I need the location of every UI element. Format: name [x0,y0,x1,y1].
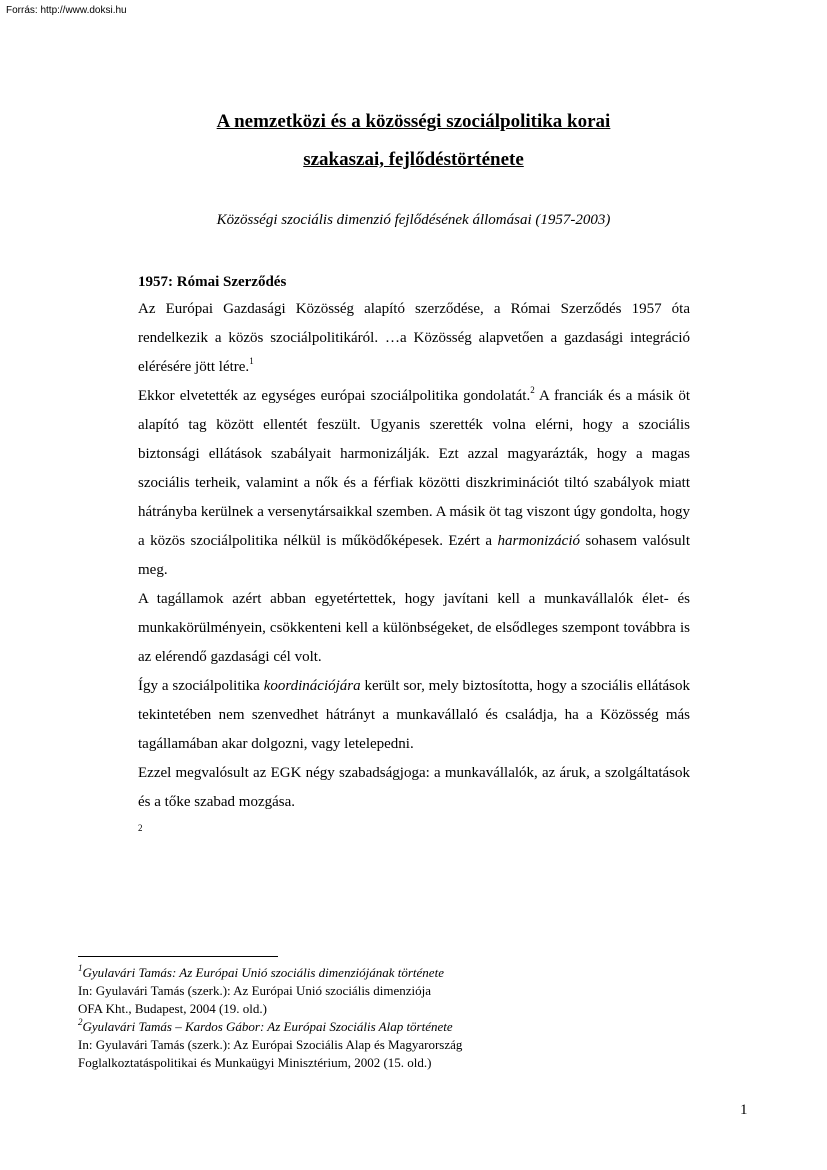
footnote-ref-2: 2 [530,385,535,395]
footnote-2 [78,1018,678,1072]
footnotes [78,964,678,1072]
page-number: 1 [740,1102,748,1118]
footnote-1 [78,964,678,1018]
subtitle: Közösségi szociális dimenzió fejlődésének állomásai (1957-2003) [216,212,611,228]
footnote-1-line-3: OFA Kht., Budapest, 2004 (19. old.) [78,1001,267,1016]
paragraph-2 [138,382,690,585]
title-line-1: A nemzetközi és a közösségi szociálpolitika korai [216,111,611,132]
footnote-1-number: 1 [78,963,83,973]
footnote-1-line-2: In: Gyulavári Tamás (szerk.): Az Európai Unió szociális dimenziója [78,983,431,998]
footnote-2-line-3: Foglalkoztatáspolitikai és Munkaügyi Minisztérium, 2002 (15. old.) [78,1055,432,1070]
paragraph-4 [138,672,690,759]
paragraph-4-text-a: Így a szociálpolitika [138,678,264,694]
paragraph-1 [138,295,690,382]
paragraph-3: A tagállamok azért abban egyetértettek, hogy javítani kell a munkavállalók élet- és munkakörülményein, csökkenteni kell a különbségeket, de elsődleges szempont továbbra is az elérendő gazdasági cél volt. [138,591,690,665]
paragraph-2-emphasis: harmonizáció [497,533,580,549]
footnote-1-title: Gyulavári Tamás: Az Európai Unió szociális dimenziójának története [82,965,444,980]
main-text [138,270,690,835]
footnote-2-number: 2 [78,1017,83,1027]
paragraph-5: Ezzel megvalósult az EGK négy szabadságjoga: a munkavállalók, az áruk, a szolgáltatások és a tőke szabad mozgása. [138,765,690,810]
footnote-2-title: Gyulavári Tamás – Kardos Gábor: Az Európai Szociális Alap története [82,1019,453,1034]
paragraph-2-text-b: A franciák és a másik öt alapító tag között ellentét feszült. Ugyanis szerették volna elérni, hogy a szociális biztonsági ellátások szabályait harmonizálják. Ezt azzal magyarázták, hogy a magas szociális terheik, valamint a nők és a férfiak közötti diszkriminációt tiltó szabályok miatt hátrányba kerülnek a versenytársaikkal szemben. A másik öt tag viszont úgy gondolta, hogy a közös szociálpolitika nélkül is működőképesek. Ezért a [138,388,690,549]
source-url: Forrás: http://www.doksi.hu [6,5,127,16]
footnote-divider [78,956,278,957]
footnote-2-line-2: In: Gyulavári Tamás (szerk.): Az Európai Szociális Alap és Magyarország [78,1037,463,1052]
paragraph-4-text-b: került sor, mely biztosította, hogy a szociális ellátások tekintetében nem szenvedhet hátrányt a munkavállaló és családja, ha a Közösség más tagállamában akar dolgozni, vagy letelepedni. [138,678,690,752]
paragraph-4-emphasis: koordinációjára [263,678,361,694]
paragraph-1-text: Az Európai Gazdasági Közösség alapító szerződése, a Római Szerződés 1957 óta rendelkezik a közös szociálpolitikáról. …a Közösség alapvetően a gazdasági integráció elérésére jött létre. [138,301,690,375]
paragraph-2-text-a: Ekkor elvetették az egységes európai szociálpolitika gondolatát. [138,388,531,404]
footnote-ref-1: 1 [249,356,254,366]
section-heading: 1957: Római Szerződés [138,274,287,290]
title-line-2: szakaszai, fejlődéstörténete [303,149,524,170]
footnote-marker: 2 [138,823,143,833]
paragraph-2-text-c: sohasem valósult meg. [138,533,690,578]
